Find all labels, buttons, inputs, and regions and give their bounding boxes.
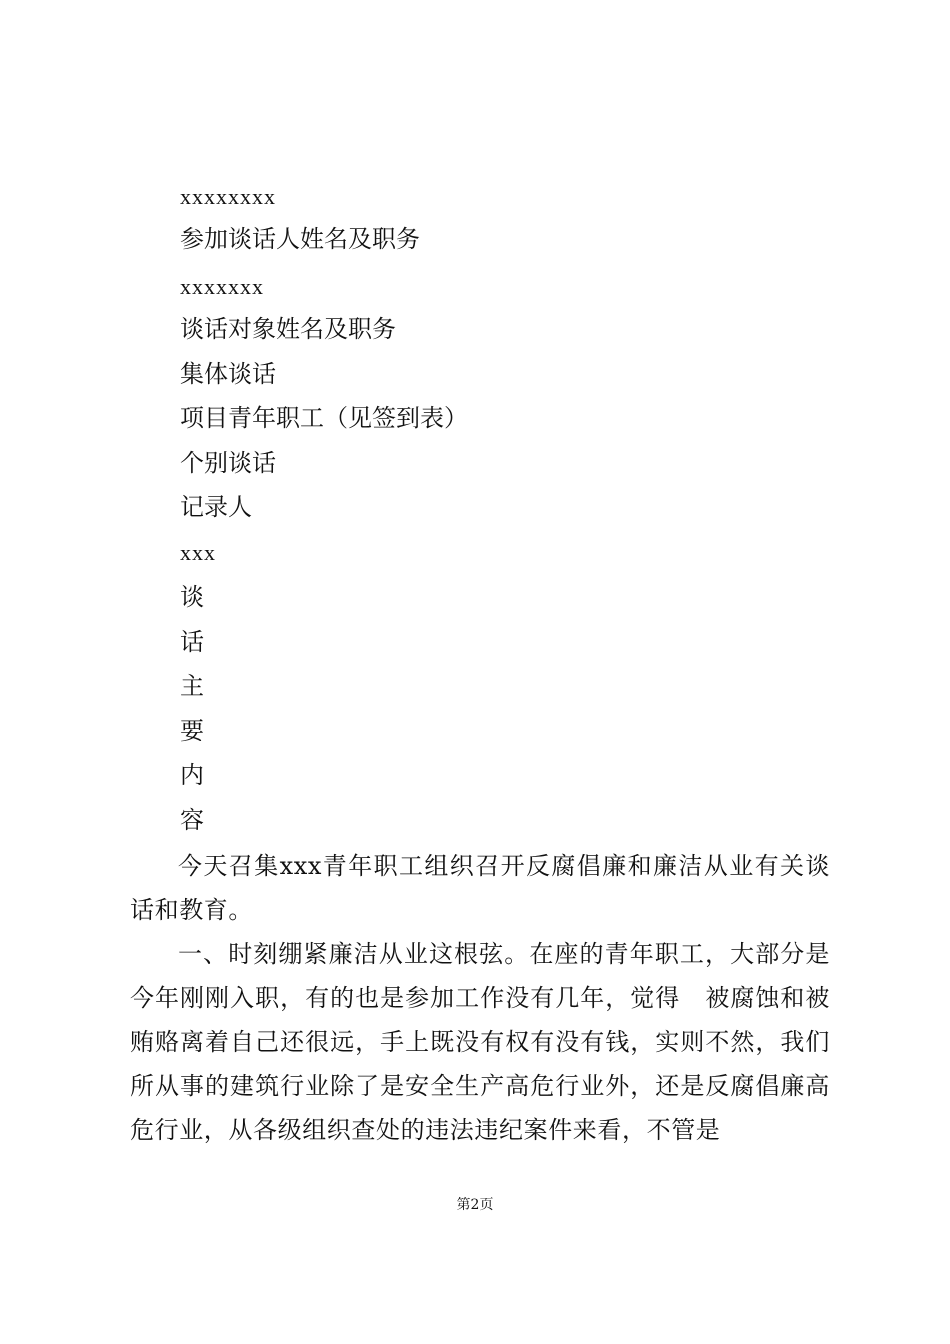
content-heading-char: 内	[180, 761, 204, 789]
page-number: 第2页	[456, 1197, 494, 1213]
body-paragraph-intro: 今天召集xxx青年职工组织召开反腐倡廉和廉洁从业有关谈话和教育。	[130, 852, 830, 924]
target-label: 谈话对象姓名及职务	[180, 315, 396, 343]
group-talk-label: 集体谈话	[180, 360, 276, 388]
recorder-value: xxx	[180, 540, 216, 565]
target-value: xxxxxxx	[180, 274, 264, 299]
content-heading-char: 话	[180, 628, 204, 656]
individual-talk-label: 个别谈话	[180, 449, 276, 477]
recorder-label: 记录人	[180, 493, 252, 521]
participant-label: 参加谈话人姓名及职务	[180, 225, 420, 253]
content-heading-char: 容	[180, 806, 204, 834]
body-paragraph-one: 一、时刻绷紧廉洁从业这根弦。在座的青年职工，大部分是今年刚刚入职，有的也是参加工作没有几年，觉得 被腐蚀和被贿赂离着自己还很远，手上既没有权有没有钱，实则不然，我们所从事的建筑行业除了是安全生产高危行业外，还是反腐倡廉高危行业，从各级组织查处的违法违纪案件来看，不管是	[130, 940, 830, 1144]
content-heading-char: 要	[180, 717, 204, 745]
group-talk-value: 项目青年职工（见签到表）	[180, 404, 468, 432]
content-heading-char: 主	[180, 672, 204, 700]
content-heading-char: 谈	[180, 583, 204, 611]
participant-value: xxxxxxxx	[180, 184, 276, 209]
